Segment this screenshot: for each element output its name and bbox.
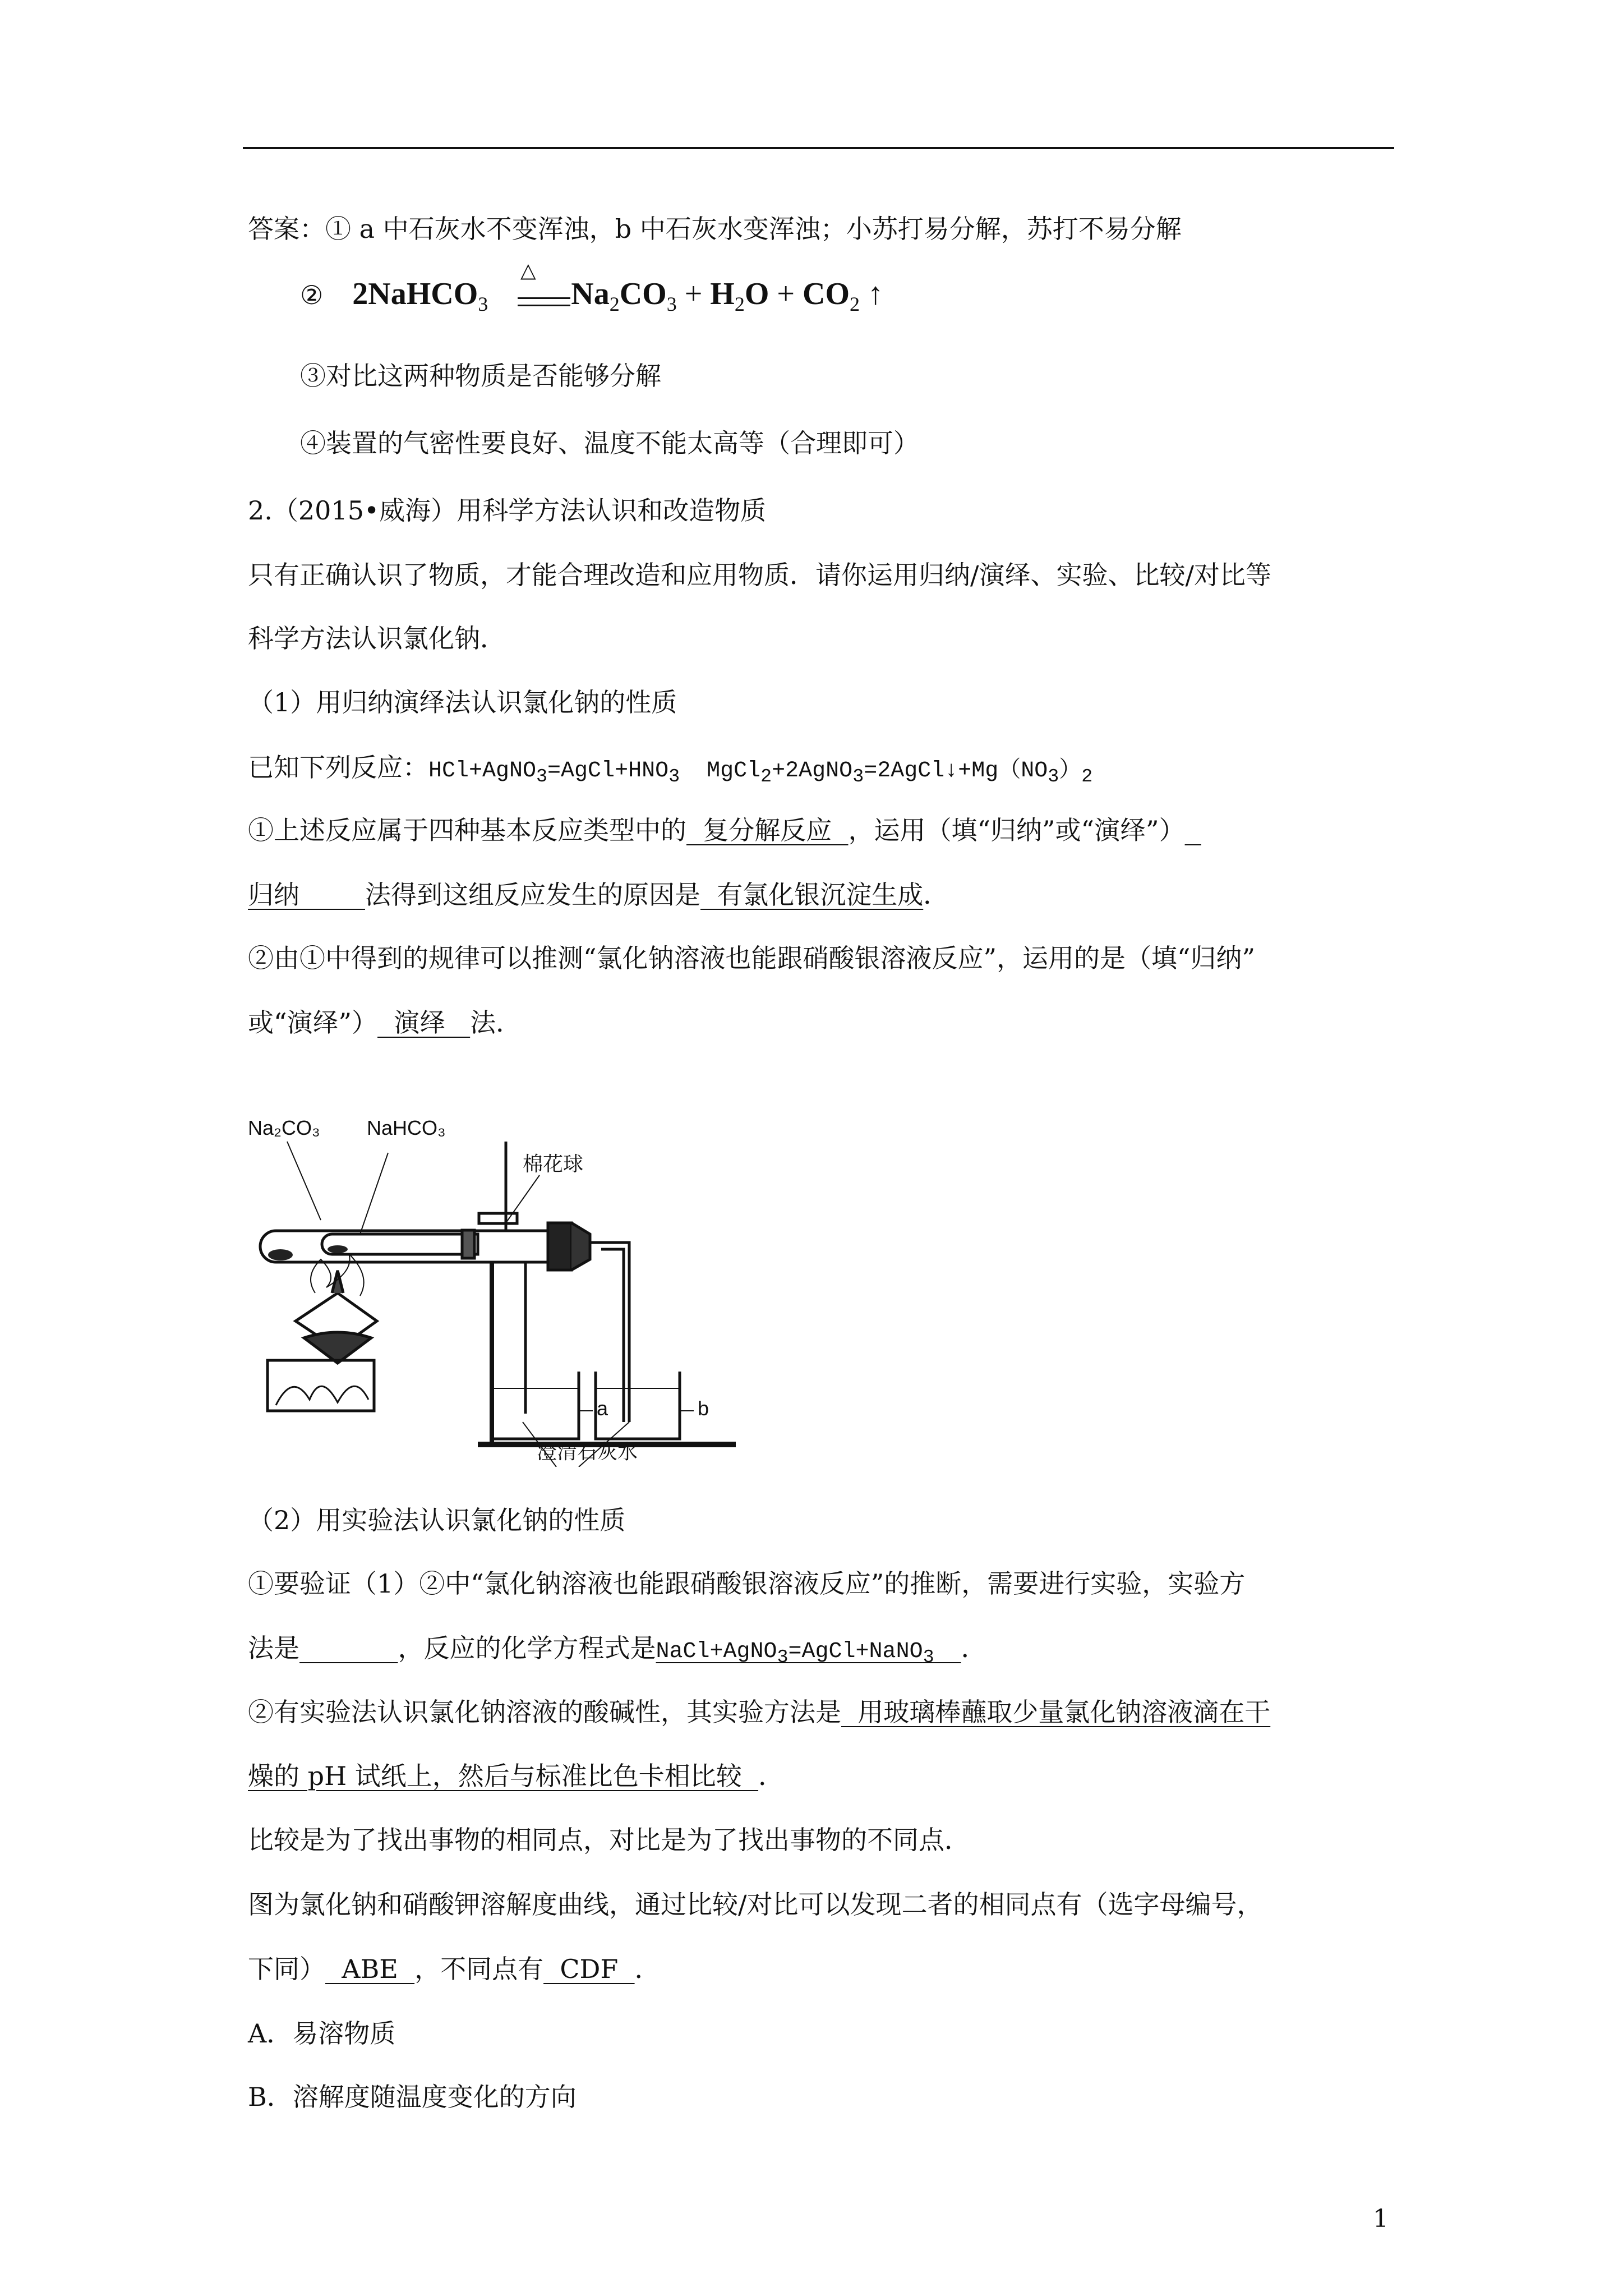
page-number: 1 [1373,2205,1389,2233]
answer-blank-8: CDF [543,1954,635,1984]
answer-blank-6b: 燥的 pH 试纸上，然后与标准比色卡相比较 [248,1761,759,1791]
curve-line-1: 图为氯化钠和硝酸钾溶解度曲线，通过比较/对比可以发现二者的相同点有（选字母编号， [248,1889,1263,1920]
equation-marker: ② [300,280,324,310]
answer-blank-4: 演绎 [377,1007,471,1038]
intro-line-2: 科学方法认识氯化钠． [248,623,506,654]
q2-line-2: 或“演绎”） 演绎 法． [248,1007,522,1038]
p2q1-line-1: ①要验证（1）②中“氯化钠溶液也能跟硝酸银溶液反应”的推断，需要进行实验，实验方 [248,1568,1246,1599]
equation-reactant: NaHCO [368,277,478,311]
option-a: A．易溶物质 [248,2018,396,2049]
answer-blank-7: ABE [325,1954,415,1984]
question-title: 2.（2015•威海）用科学方法认识和改造物质 [248,495,767,526]
p2q2-line-1: ②有实验法认识氯化钠溶液的酸碱性，其实验方法是 用玻璃棒蘸取少量氯化钠溶液滴在干 [248,1697,1271,1727]
heat-condition: △ [520,259,536,282]
q2-line-1: ②由①中得到的规律可以推测“氯化钠溶液也能跟硝酸银溶液反应”，运用的是（填“归纳” [248,943,1256,973]
label-na2co3: Na₂CO₃ [248,1116,320,1139]
part1-title: （1）用归纳演绎法认识氯化钠的性质 [248,687,677,717]
header-rule [243,147,1394,149]
option-b: B．溶解度随温度变化的方向 [248,2082,577,2112]
answer-blank-5 [299,1633,398,1663]
answer-equation: NaCl+AgNO$_3$=AgCl+NaNO$_3$ [656,1639,934,1668]
curve-line-2: 下同） ABE ，不同点有 CDF ． [248,1954,661,1984]
answer-blank-6: 用玻璃棒蘸取少量氯化钠溶液滴在干 [841,1697,1271,1727]
known-reactions: 已知下列反应：$HCl+AgNO_3=AgCl+HNO_3$ $MgCl_2+2AgNO_3=2AgCl↓+Mg(NO_3)_2$ [248,752,1093,788]
answer-blank-1: 复分解反应 [686,815,849,845]
label-beaker-b: b [698,1397,709,1420]
q1-line-2: 归纳 法得到这组反应发生的原因是 有氯化银沉淀生成． [248,880,949,910]
p2q1-line-2: 法是 ，反应的化学方程式是NaCl+AgNO$_3$=AgCl+NaNO$_3$ ． [248,1633,987,1668]
part2-title: （2）用实验法认识氯化钠的性质 [248,1505,626,1535]
label-beaker-a: a [597,1397,608,1420]
answer-blank-3: 有氯化银沉淀生成 [700,880,924,910]
label-cotton-ball: 棉花球 [523,1152,584,1175]
answer-line-1: 答案：① a 中石灰水不变浑浊，b 中石灰水变浑浊；小苏打易分解，苏打不易分解 [248,214,1182,244]
label-nahco3: NaHCO₃ [367,1116,446,1139]
chemical-equation: ② 2NaHCO$_3$ $Na_2CO_3 + H_2O + CO_2$ ↑ [300,277,884,315]
p2q2-line-2: 燥的 pH 试纸上，然后与标准比色卡相比较 ． [248,1761,785,1791]
q1-line-1: ①上述反应属于四种基本反应类型中的 复分解反应 ，运用（填“归纳”或“演绎”） [248,815,1185,845]
apparatus-figure [242,1108,741,1467]
answer-blank-2: 归纳 [248,880,365,910]
equation-coef: 2 [352,277,368,311]
answer-line-3: ③对比这两种物质是否能够分解 [300,361,661,391]
equation-double-bar [518,297,570,306]
gas-arrow: ↑ [868,277,884,311]
answer-line-4: ④装置的气密性要良好、温度不能太高等（合理即可） [300,428,919,458]
intro-line-1: 只有正确认识了物质，才能合理改造和应用物质．请你运用归纳/演绎、实验、比较/对比等 [248,560,1271,590]
label-limewater: 澄清石灰水 [537,1440,638,1463]
compare-line: 比较是为了找出事物的相同点，对比是为了找出事物的不同点． [248,1825,970,1855]
